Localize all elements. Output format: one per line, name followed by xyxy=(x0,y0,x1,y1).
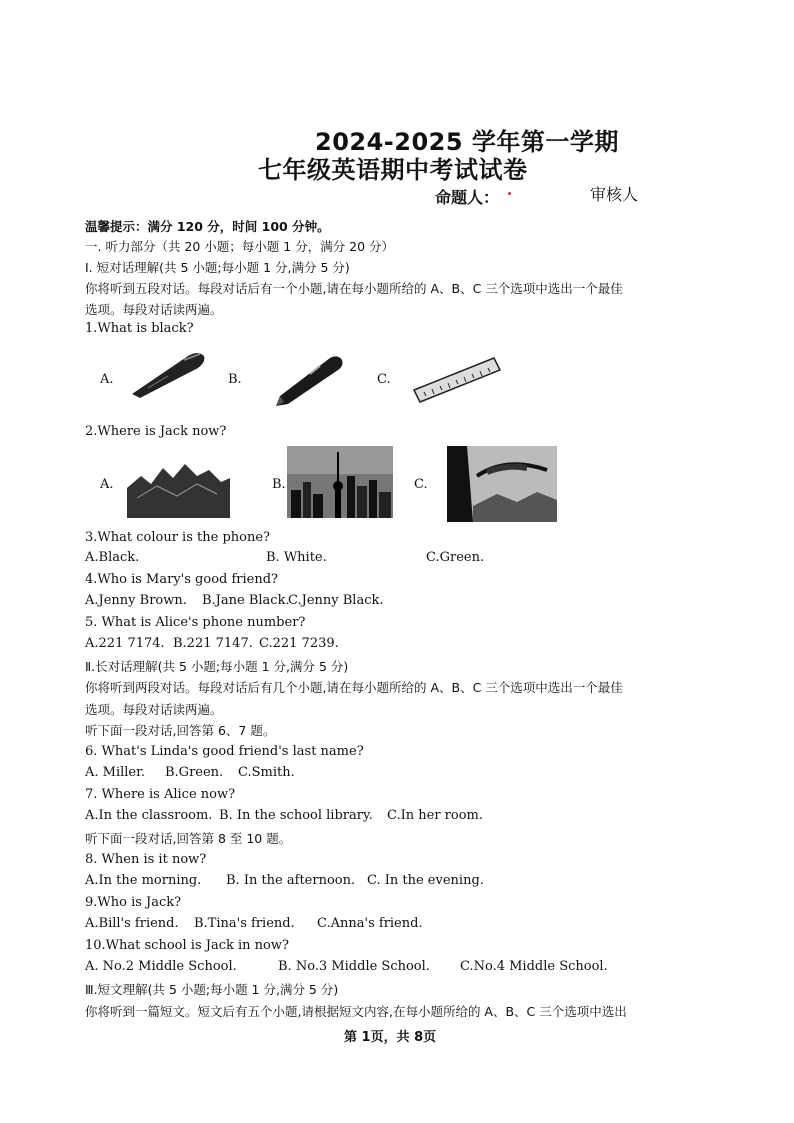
question-10-option-c: C.No.4 Middle School. xyxy=(460,959,608,974)
question-7-stem: 7. Where is Alice now? xyxy=(85,787,236,802)
question-9-stem: 9.Who is Jack? xyxy=(85,895,182,910)
part2-instructions: 你将听到两段对话。每段对话后有几个小题,请在每小题所给的 A、B、C 三个选项中选出一个最佳 xyxy=(85,680,623,695)
question-10-option-a: A. No.2 Middle School. xyxy=(85,959,237,974)
city-skyline-picture xyxy=(287,446,393,518)
question-5-stem: 5. What is Alice's phone number? xyxy=(85,615,306,630)
question-9-option-b: B.Tina's friend. xyxy=(194,916,295,931)
question-1-option-b-label: B. xyxy=(228,372,242,387)
part2-instructions-cont: 选项。每段对话读两遍。 xyxy=(85,702,223,717)
question-8-option-a: A.In the morning. xyxy=(85,873,202,888)
red-mark xyxy=(508,192,511,195)
question-8-option-b: B. In the afternoon. xyxy=(226,873,356,888)
question-9-option-a: A.Bill's friend. xyxy=(85,916,179,931)
question-8-stem: 8. When is it now? xyxy=(85,852,207,867)
question-3-option-a: A.Black. xyxy=(85,550,140,565)
part3-instructions: 你将听到一篇短文。短文后有五个小题,请根据短文内容,在每小题所给的 A、B、C 三个选项中选出 xyxy=(85,1004,627,1019)
part-heading-short-dialogue: I. 短对话理解(共 5 小题;每小题 1 分,满分 5 分) xyxy=(85,260,350,275)
question-3-stem: 3.What colour is the phone? xyxy=(85,530,270,545)
question-10-option-b: B. No.3 Middle School. xyxy=(278,959,430,974)
question-7-option-a: A.In the classroom. xyxy=(85,808,213,823)
question-5-option-c: C.221 7239. xyxy=(259,636,339,651)
question-2-option-b-label: B. xyxy=(272,477,286,492)
section-heading-listening: 一. 听力部分（共 20 小题；每小题 1 分，满分 20 分） xyxy=(85,239,395,254)
question-6-stem: 6. What's Linda's good friend's last name? xyxy=(85,744,364,759)
paintbrush-picture xyxy=(128,348,210,400)
exam-title-line1: 2024-2025 学年第一学期 xyxy=(315,128,619,156)
part-instructions: 你将听到五段对话。每段对话后有一个小题,请在每小题所给的 A、B、C 三个选项中选出一个最佳 xyxy=(85,281,623,296)
question-5-option-b: B.221 7147. xyxy=(173,636,253,651)
part-heading-long-dialogue: Ⅱ.长对话理解(共 5 小题;每小题 1 分,满分 5 分) xyxy=(85,659,349,674)
page-number: 第 1页，共 8页 xyxy=(344,1030,437,1045)
question-6-option-a: A. Miller. xyxy=(85,765,146,780)
reviewer-label: 审核人 xyxy=(590,185,639,204)
question-2-stem: 2.Where is Jack now? xyxy=(85,424,227,439)
question-6-option-c: C.Smith. xyxy=(238,765,295,780)
question-1-option-c-label: C. xyxy=(377,372,391,387)
exam-title-line2: 七年级英语期中考试试卷 xyxy=(258,156,528,184)
question-4-option-a: A.Jenny Brown. xyxy=(85,593,187,608)
question-6-option-b: B.Green. xyxy=(165,765,224,780)
question-1-option-a-label: A. xyxy=(100,372,114,387)
question-10-stem: 10.What school is Jack in now? xyxy=(85,938,289,953)
exam-tip: 温馨提示：满分 120 分，时间 100 分钟。 xyxy=(85,219,330,234)
author-label: 命题人： xyxy=(435,188,500,207)
question-2-option-c-label: C. xyxy=(414,477,428,492)
mountain-picture xyxy=(127,458,230,518)
pine-tree-mountain-picture xyxy=(447,446,557,522)
question-5-option-a: A.221 7174. xyxy=(85,636,165,651)
question-1-stem: 1.What is black? xyxy=(85,321,194,336)
part-instructions-cont: 选项。每段对话读两遍。 xyxy=(85,302,223,317)
question-2-option-a-label: A. xyxy=(100,477,114,492)
ruler-picture xyxy=(410,350,502,406)
fountain-pen-picture xyxy=(270,352,350,410)
question-7-option-c: C.In her room. xyxy=(387,808,483,823)
question-3-option-c: C.Green. xyxy=(426,550,485,565)
lead-questions-6-7: 听下面一段对话,回答第 6、7 题。 xyxy=(85,723,276,738)
question-3-option-b: B. White. xyxy=(266,550,327,565)
lead-questions-8-10: 听下面一段对话,回答第 8 至 10 题。 xyxy=(85,831,292,846)
question-4-option-c: C.Jenny Black. xyxy=(288,593,384,608)
question-4-option-b: B.Jane Black. xyxy=(202,593,290,608)
question-8-option-c: C. In the evening. xyxy=(367,873,484,888)
question-7-option-b: B. In the school library. xyxy=(219,808,373,823)
question-9-option-c: C.Anna's friend. xyxy=(317,916,423,931)
part-heading-passage: Ⅲ.短文理解(共 5 小题;每小题 1 分,满分 5 分) xyxy=(85,982,339,997)
question-4-stem: 4.Who is Mary's good friend? xyxy=(85,572,279,587)
